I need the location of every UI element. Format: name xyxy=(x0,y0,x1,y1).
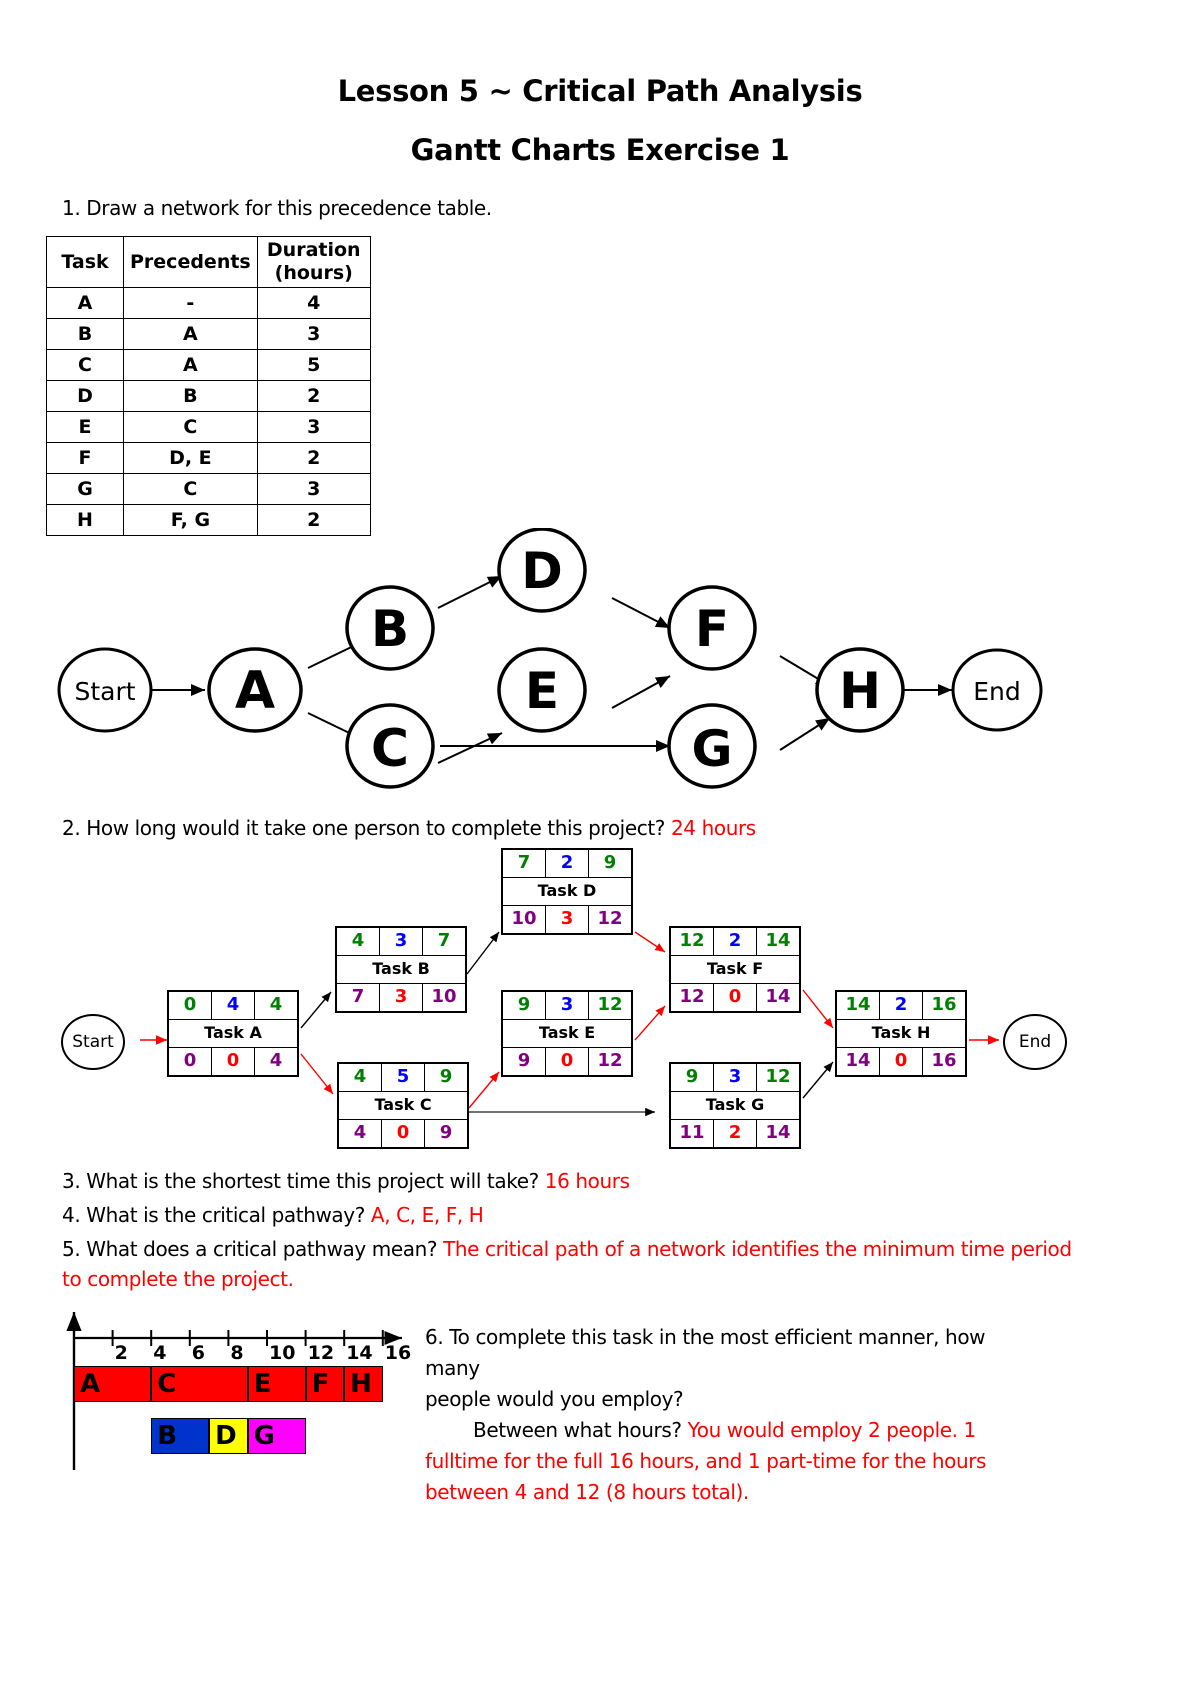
table-row xyxy=(47,381,371,412)
task-c-dur: 5 xyxy=(382,1064,425,1091)
cell-task: F xyxy=(47,443,124,474)
task-h-dur: 2 xyxy=(880,992,923,1019)
cell-task: B xyxy=(47,319,124,350)
task-g-lf: 14 xyxy=(765,1122,791,1143)
activity-on-node-diagram xyxy=(55,840,1125,1160)
task-b-es: 4 xyxy=(337,928,380,955)
task-b-ls: 7 xyxy=(337,984,380,1011)
task-d-dur: 2 xyxy=(546,850,589,877)
gantt-segment-c: C xyxy=(151,1366,248,1402)
question-2-answer: 24 hours xyxy=(670,816,756,840)
task-e-ls: 9 xyxy=(503,1048,546,1075)
task-f-float: 0 xyxy=(714,984,757,1011)
cell-precedents: B xyxy=(124,381,258,412)
task-b-dur: 3 xyxy=(380,928,423,955)
gantt-bar-row-1 xyxy=(74,1366,383,1402)
cell-precedents: A xyxy=(124,350,258,381)
column-header-precedents: Precedents xyxy=(124,237,258,288)
gantt-segment-e: E xyxy=(248,1366,306,1402)
task-e-es: 9 xyxy=(503,992,546,1019)
aon-start-node xyxy=(61,1014,125,1070)
cell-duration: 2 xyxy=(257,443,370,474)
task-f-ls: 12 xyxy=(671,984,714,1011)
aon-node-task-f xyxy=(669,926,801,1013)
cell-duration: 5 xyxy=(257,350,370,381)
cell-duration: 3 xyxy=(257,319,370,350)
aon-end-label: End xyxy=(1018,1032,1052,1052)
cell-duration: 2 xyxy=(257,505,370,536)
network-node-D: D xyxy=(521,542,563,600)
task-a-lf: 4 xyxy=(269,1050,283,1071)
cell-duration: 3 xyxy=(257,474,370,505)
task-g-float: 2 xyxy=(714,1120,757,1147)
task-b-lf: 10 xyxy=(431,986,457,1007)
gantt-tick-label: 10 xyxy=(269,1342,296,1364)
task-d-lf: 12 xyxy=(597,908,623,929)
question-4-answer: A, C, E, F, H xyxy=(370,1203,484,1227)
cell-task: D xyxy=(47,381,124,412)
network-node-end: End xyxy=(973,677,1021,706)
duration-label-line2: (hours) xyxy=(274,262,353,284)
task-h-label: Task H xyxy=(837,1019,965,1048)
gantt-segment-f: F xyxy=(306,1366,345,1402)
task-c-label: Task C xyxy=(339,1091,467,1120)
question-3-text: 3. What is the shortest time this project will take? xyxy=(62,1169,539,1193)
gantt-segment-b: B xyxy=(151,1418,209,1454)
task-h-lf: 16 xyxy=(931,1050,957,1071)
cell-task: E xyxy=(47,412,124,443)
precedence-table xyxy=(46,236,371,536)
gantt-segment-d: D xyxy=(209,1418,248,1454)
network-node-C: C xyxy=(370,719,410,779)
table-row xyxy=(47,412,371,443)
gantt-tick-label: 8 xyxy=(230,1342,244,1364)
network-node-E: E xyxy=(524,662,560,720)
question-3-answer: 16 hours xyxy=(544,1169,630,1193)
gantt-tick-label: 2 xyxy=(114,1342,128,1364)
network-nodes xyxy=(59,529,1041,787)
task-h-ef: 16 xyxy=(931,994,957,1015)
task-g-dur: 3 xyxy=(714,1064,757,1091)
task-g-ef: 12 xyxy=(765,1066,791,1087)
network-node-G: G xyxy=(691,720,733,778)
task-c-es: 4 xyxy=(339,1064,382,1091)
question-5-answer-line1: The critical path of a network identifies the minimum time period xyxy=(443,1237,1072,1261)
cell-precedents: C xyxy=(124,412,258,443)
task-g-label: Task G xyxy=(671,1091,799,1120)
gantt-segment-h: H xyxy=(344,1366,383,1402)
cell-task: G xyxy=(47,474,124,505)
task-f-lf: 14 xyxy=(765,986,791,1007)
aon-node-task-e xyxy=(501,990,633,1077)
aon-node-task-g xyxy=(669,1062,801,1149)
task-h-ls: 14 xyxy=(837,1048,880,1075)
gantt-tick-label: 6 xyxy=(191,1342,206,1364)
question-6-answer-1: You would employ 2 people. 1 xyxy=(687,1418,976,1442)
question-6-line3: Between what hours? xyxy=(473,1418,682,1442)
task-f-ef: 14 xyxy=(765,930,791,951)
network-node-F: F xyxy=(694,600,730,658)
cell-task: A xyxy=(47,288,124,319)
task-c-ef: 9 xyxy=(439,1066,453,1087)
gantt-tick-label: 16 xyxy=(384,1342,412,1364)
network-diagram xyxy=(40,528,1070,818)
table-row xyxy=(47,474,371,505)
gantt-segment-g: G xyxy=(248,1418,306,1454)
task-f-es: 12 xyxy=(671,928,714,955)
cell-precedents: F, G xyxy=(124,505,258,536)
duration-label-line1: Duration xyxy=(266,239,361,261)
task-b-float: 3 xyxy=(380,984,423,1011)
task-a-label: Task A xyxy=(169,1019,297,1048)
network-node-B: B xyxy=(370,600,410,658)
question-6-answer-3: between 4 and 12 (8 hours total). xyxy=(425,1480,749,1504)
task-e-lf: 12 xyxy=(597,1050,623,1071)
task-d-ls: 10 xyxy=(503,906,546,933)
task-h-float: 0 xyxy=(880,1048,923,1075)
task-b-label: Task B xyxy=(337,955,465,984)
column-header-task: Task xyxy=(47,237,124,288)
cell-task: C xyxy=(47,350,124,381)
gantt-tick-label: 12 xyxy=(307,1342,335,1364)
page-title-line1: Lesson 5 ~ Critical Path Analysis xyxy=(337,74,863,108)
task-b-ef: 7 xyxy=(437,930,451,951)
cell-precedents: D, E xyxy=(124,443,258,474)
gantt-chart xyxy=(60,1300,420,1480)
task-c-float: 0 xyxy=(382,1120,425,1147)
network-node-start: Start xyxy=(74,677,136,706)
task-h-es: 14 xyxy=(837,992,880,1019)
aon-start-label: Start xyxy=(72,1032,114,1052)
table-row xyxy=(47,350,371,381)
aon-end-node xyxy=(1003,1014,1067,1070)
network-node-H: H xyxy=(839,662,881,720)
question-5 xyxy=(62,1234,1122,1264)
table-header-row xyxy=(47,237,371,288)
task-d-es: 7 xyxy=(503,850,546,877)
table-row xyxy=(47,443,371,474)
task-a-float: 0 xyxy=(212,1048,255,1075)
question-1: 1. Draw a network for this precedence table. xyxy=(62,196,492,220)
gantt-tick-label: 4 xyxy=(153,1342,167,1364)
cell-duration: 3 xyxy=(257,412,370,443)
task-a-ef: 4 xyxy=(269,994,283,1015)
question-6-answer-2: fulltime for the full 16 hours, and 1 part-time for the hours xyxy=(425,1449,987,1473)
task-d-label: Task D xyxy=(503,877,631,906)
task-a-ls: 0 xyxy=(169,1048,212,1075)
task-e-ef: 12 xyxy=(597,994,623,1015)
task-d-ef: 9 xyxy=(603,852,617,873)
aon-node-task-a xyxy=(167,990,299,1077)
task-g-ls: 11 xyxy=(671,1120,714,1147)
task-g-es: 9 xyxy=(671,1064,714,1091)
question-5-answer-line2: to complete the project. xyxy=(62,1267,294,1291)
aon-node-task-d xyxy=(501,848,633,935)
task-c-ls: 4 xyxy=(339,1120,382,1147)
gantt-segment-a: A xyxy=(74,1366,151,1402)
table-row xyxy=(47,319,371,350)
task-a-dur: 4 xyxy=(212,992,255,1019)
task-c-lf: 9 xyxy=(439,1122,453,1143)
gantt-bar-row-2 xyxy=(151,1418,305,1454)
network-node-A: A xyxy=(234,661,276,721)
question-4-text: 4. What is the critical pathway? xyxy=(62,1203,365,1227)
task-f-dur: 2 xyxy=(714,928,757,955)
cell-duration: 2 xyxy=(257,381,370,412)
question-3 xyxy=(62,1166,630,1196)
table-row xyxy=(47,288,371,319)
question-2 xyxy=(62,813,756,843)
cell-duration: 4 xyxy=(257,288,370,319)
gantt-tick-label: 14 xyxy=(346,1342,373,1364)
task-e-dur: 3 xyxy=(546,992,589,1019)
cell-task: H xyxy=(47,505,124,536)
question-6-line3-wrap xyxy=(425,1415,1045,1446)
task-e-label: Task E xyxy=(503,1019,631,1048)
question-6-line2: people would you employ? xyxy=(425,1387,684,1411)
cell-precedents: A xyxy=(124,319,258,350)
column-header-duration xyxy=(257,237,370,288)
question-6-line1: 6. To complete this task in the most efficient manner, how many xyxy=(425,1325,986,1380)
page-title-line2: Gantt Charts Exercise 1 xyxy=(410,133,790,167)
task-a-es: 0 xyxy=(169,992,212,1019)
task-f-label: Task F xyxy=(671,955,799,984)
question-5-text: 5. What does a critical pathway mean? xyxy=(62,1237,438,1261)
question-4 xyxy=(62,1200,483,1230)
task-e-float: 0 xyxy=(546,1048,589,1075)
question-6 xyxy=(425,1322,1045,1508)
cell-precedents: C xyxy=(124,474,258,505)
aon-node-task-h xyxy=(835,990,967,1077)
aon-node-task-c xyxy=(337,1062,469,1149)
aon-node-task-b xyxy=(335,926,467,1013)
question-2-text: 2. How long would it take one person to complete this project? xyxy=(62,816,665,840)
cell-precedents: - xyxy=(124,288,258,319)
task-d-float: 3 xyxy=(546,906,589,933)
